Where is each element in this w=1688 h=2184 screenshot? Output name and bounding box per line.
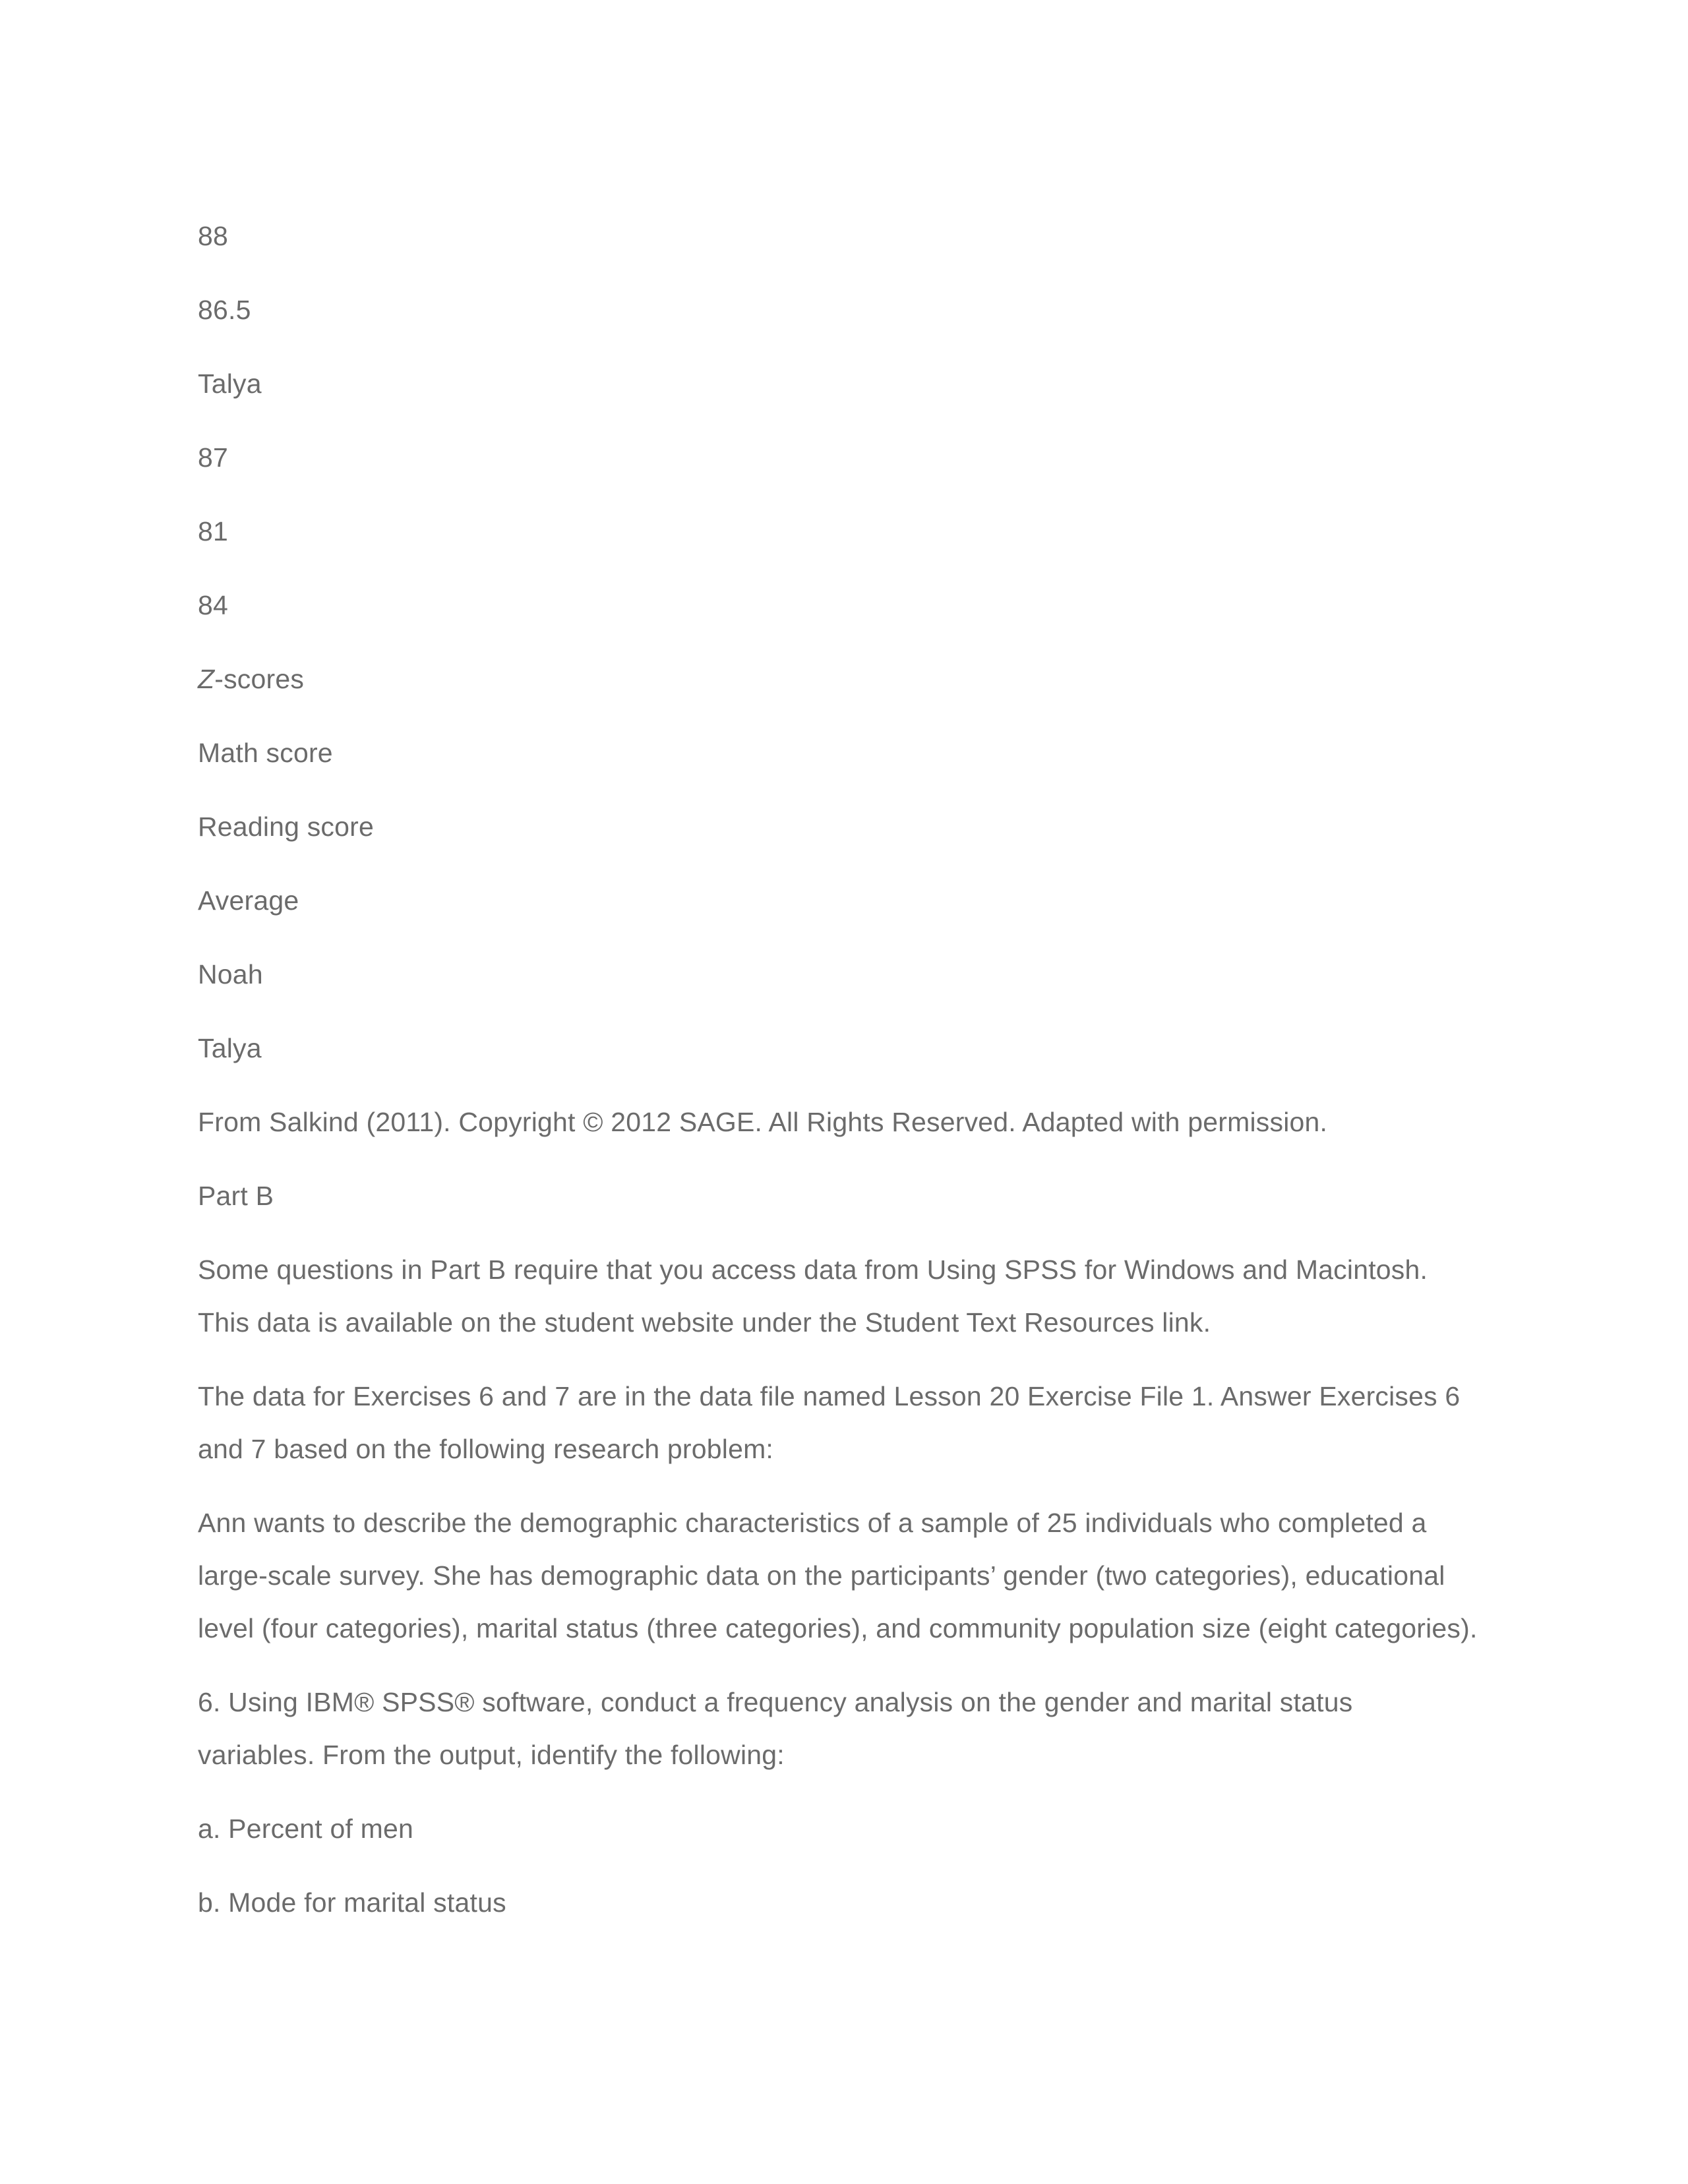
document-page bbox=[198, 210, 1517, 1950]
intro-paragraph bbox=[198, 1243, 1517, 1349]
average-label: Average bbox=[198, 885, 299, 916]
item-b-mode-marital-status: b. Mode for marital status bbox=[198, 1887, 506, 1918]
value-81: 81 bbox=[198, 516, 229, 546]
z-scores-suffix: -scores bbox=[214, 664, 305, 694]
exercises-note-paragraph bbox=[198, 1370, 1517, 1475]
value-88: 88 bbox=[198, 221, 229, 251]
question-6-line: 6. Using IBM® SPSS® software, conduct a frequency analysis on the gender and marital status bbox=[198, 1687, 1353, 1717]
value-84: 84 bbox=[198, 590, 229, 620]
research-problem-line: Ann wants to describe the demographic characteristics of a sample of 25 individuals who completed a bbox=[198, 1508, 1427, 1538]
name-talya: Talya bbox=[198, 369, 262, 399]
value-86-5: 86.5 bbox=[198, 295, 251, 325]
item-a-percent-of-men: a. Percent of men bbox=[198, 1814, 414, 1844]
question-6-paragraph bbox=[198, 1676, 1517, 1781]
copyright-notice: From Salkind (2011). Copyright © 2012 SAGE. All Rights Reserved. Adapted with permission. bbox=[198, 1107, 1328, 1137]
intro-line: This data is available on the student website under the Student Text Resources link. bbox=[198, 1307, 1211, 1338]
reading-score-label: Reading score bbox=[198, 812, 374, 842]
exercises-note-line: and 7 based on the following research problem: bbox=[198, 1434, 774, 1464]
research-problem-line: large-scale survey. She has demographic data on the participants’ gender (two categories), educational bbox=[198, 1560, 1445, 1591]
z-letter: Z bbox=[198, 664, 215, 694]
name-noah: Noah bbox=[198, 959, 263, 989]
value-87: 87 bbox=[198, 442, 229, 473]
exercises-note-line: The data for Exercises 6 and 7 are in the data file named Lesson 20 Exercise File 1. Answer Exercises 6 bbox=[198, 1381, 1461, 1411]
question-6-line: variables. From the output, identify the following: bbox=[198, 1740, 785, 1770]
math-score-label: Math score bbox=[198, 738, 333, 768]
intro-line: Some questions in Part B require that you access data from Using SPSS for Windows and Macintosh. bbox=[198, 1254, 1428, 1285]
research-problem-line: level (four categories), marital status (three categories), and community population size (eight categories). bbox=[198, 1613, 1478, 1643]
name-talya-2: Talya bbox=[198, 1033, 262, 1063]
research-problem-paragraph bbox=[198, 1496, 1517, 1655]
part-b-heading: Part B bbox=[198, 1181, 274, 1211]
z-scores-heading bbox=[198, 653, 1517, 726]
